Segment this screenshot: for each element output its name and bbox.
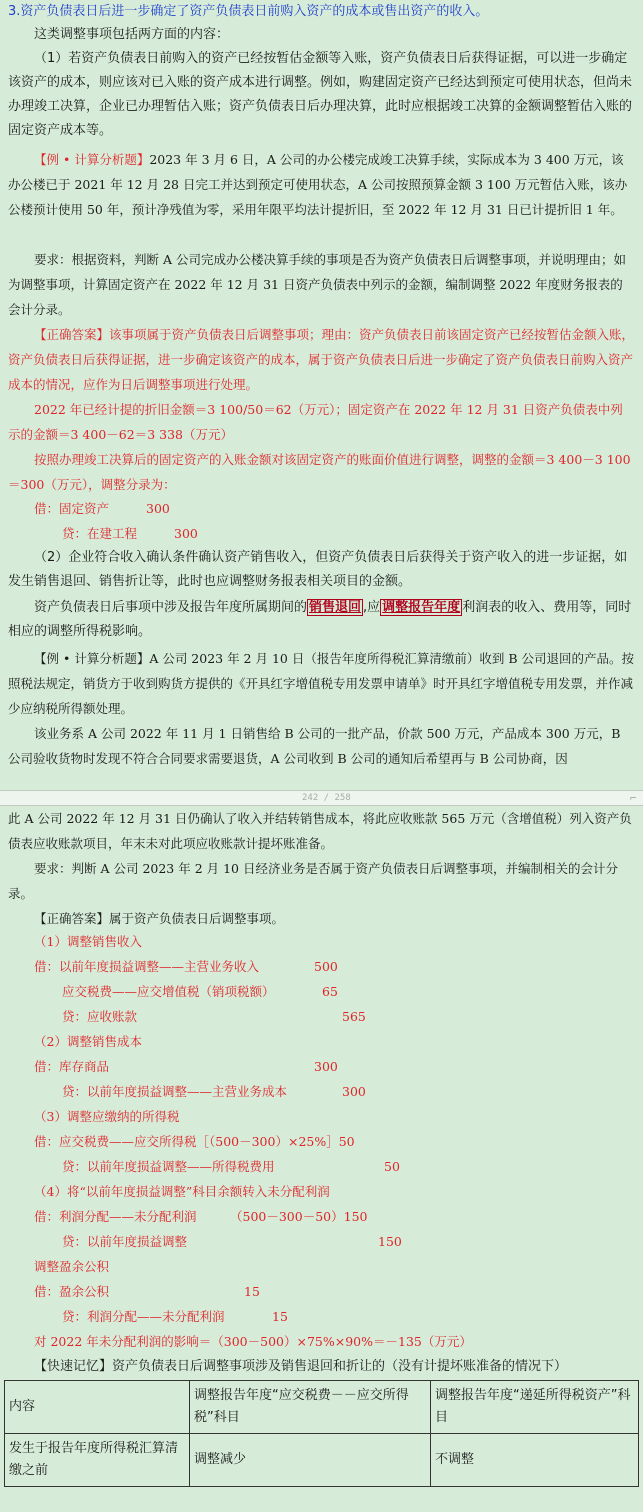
answer-2 (8, 906, 635, 931)
corner-mark-icon: ⌐ (629, 794, 637, 804)
step-2-debit: 借：库存商品 (34, 1059, 110, 1074)
step-5-debit-amount: 15 (244, 1284, 260, 1299)
step-1-debit-1: 借：以前年度损益调整——主营业务收入 (34, 959, 260, 974)
example-2-requirement: 要求：判断 A 公司 2023 年 2 月 10 日经济业务是否属于资产负债表日后调整事项，并编制相关的会计分录。 (8, 861, 618, 901)
intro-text: 这类调整事项包括两方面的内容： (34, 27, 230, 42)
step-5-debit: 借：盈余公积 (34, 1284, 110, 1299)
profit-effect: 对 2022 年未分配利润的影响＝（300－500）×75%×90%＝－135（万元） (34, 1334, 472, 1349)
step-3-debit: 借：应交税费——应交所得税［（500－300）×25%］50 (34, 1134, 355, 1149)
step-5-credit: 贷：利润分配——未分配利润 (62, 1309, 225, 1324)
table-header-cell: 内容 (5, 1381, 190, 1434)
document-page-2 (0, 806, 643, 1512)
quick-memo-table (4, 1380, 639, 1487)
table-header-cell: 调整报告年度“应交税费－－应交所得税”科目 (190, 1381, 431, 1434)
step-1-debit-2-amount: 65 (322, 984, 338, 999)
sales-return-link[interactable]: 销售退回 (309, 600, 362, 615)
table-cell: 不调整 (431, 1434, 639, 1487)
section-heading: 3.资产负债表日后进一步确定了资产负债表日前购入资产的成本或售出资产的收入。 (8, 4, 489, 19)
answer-2-body: 属于资产负债表日后调整事项。 (109, 911, 285, 926)
step-4-debit: 借：利润分配——未分配利润 (34, 1209, 197, 1224)
item-2-text: （2）企业符合收入确认条件确认资产销售收入，但资产负债表日后获得关于资产收入的进一步证据，如发生销售退回、销售折让等，此时也应调整财务报表相关项目的金额。 (8, 550, 628, 589)
table-header-row (5, 1381, 639, 1434)
step-5-credit-amount: 15 (272, 1309, 288, 1324)
step-1-title: （1）调整销售收入 (34, 934, 142, 949)
item-2b-text: 资产负债表日后事项中涉及报告年度所属期间的 销售退回 ,应 调整报告年度 利润表的收入、费用等，同时相应的调整所得税影响。 (8, 600, 632, 639)
example-1-requirement: 要求：根据资料，判断 A 公司完成办公楼决算手续的事项是否为资产负债表日后调整事项，并说明理由；如为调整事项，计算固定资产在 2022 年 12 月 31 日资产负债表中列示的金额，编制调整 2022 年度财务报表的会计分录。 (8, 252, 626, 317)
calc-1: 2022 年已经计提的折旧金额＝3 100/50＝62（万元）；固定资产在 2022 年 12 月 31 日资产负债表中列示的金额＝3 400－62＝3 338（万元） (8, 402, 623, 442)
journal-debit-amount: 300 (146, 501, 170, 516)
example-1 (8, 147, 635, 222)
step-4-title: （4）将“以前年度损益调整”科目余额转入未分配利润 (34, 1184, 330, 1199)
journal-credit-amount: 300 (174, 526, 198, 541)
step-4-credit-amount: 150 (378, 1234, 402, 1249)
table-cell: 调整减少 (190, 1434, 431, 1487)
quick-memo-title: 【快速记忆】资产负债表日后调整事项涉及销售退回和折让的（没有计提坏账准备的情况下） (34, 1359, 568, 1374)
answer-1-body: 该事项属于资产负债表日后调整事项；理由：资产负债表日前该固定资产已经按暂估金额入账，资产负债表日后获得证据，进一步确定该资产的成本，属于资产负债表日后进一步确定了资产负债表日前购入资产成本的情况，应作为日后调整事项进行处理。 (8, 327, 635, 392)
example-2-body-2: 该业务系 A 公司 2022 年 11 月 1 日销售给 B 公司的一批产品，价款 500 万元，产品成本 300 万元，B 公司验收货物时发现不符合合同要求需要退货，A 公司收到 B 公司的通知后希望再与 B 公司协商，因 (8, 726, 621, 766)
calc-2: 按照办理竣工决算后的固定资产的入账金额对该固定资产的账面价值进行调整，调整的金额＝3 400－3 100＝300（万元），调整分录为： (8, 452, 631, 492)
step-2-credit: 贷：以前年度损益调整——主营业务成本 (62, 1084, 288, 1099)
step-3-title: （3）调整应缴纳的所得税 (34, 1109, 180, 1124)
step-2-title: （2）调整销售成本 (34, 1034, 142, 1049)
step-2-debit-amount: 300 (314, 1059, 338, 1074)
step-1-credit-amount: 565 (342, 1009, 366, 1024)
step-4-debit-amount: （500－300－50）150 (230, 1209, 368, 1224)
step-5-title: 调整盈余公积 (34, 1259, 110, 1274)
example-2-continued: 此 A 公司 2022 年 12 月 31 日仍确认了收入并结转销售成本，将此应收账款 565 万元（含增值税）列入资产负债表应收账款项目，年末未对此项应收账款计提坏账准备。 (8, 811, 632, 851)
answer-1 (8, 322, 635, 397)
table-row (5, 1434, 639, 1487)
step-1-credit: 贷：应收账款 (62, 1009, 138, 1024)
answer-1-tag: 【正确答案】 (34, 327, 110, 342)
table-header-cell: 调整报告年度“递延所得税资产”科目 (431, 1381, 639, 1434)
answer-2-tag: 【正确答案】 (34, 911, 110, 926)
example-2-tag: 【例 • 计算分析题】 (34, 651, 150, 666)
step-3-credit: 贷：以前年度损益调整——所得税费用 (62, 1159, 275, 1174)
example-2-body: A 公司 2023 年 2 月 10 日（报告年度所得税汇算清缴前）收到 B 公司退回的产品。按照税法规定，销货方于收到购货方提供的《开具红字增值税专用发票申请单》时开具红字增值税专用发票，并作减少应纳税所得额处理。 (8, 651, 634, 716)
step-4-credit: 贷：以前年度损益调整 (62, 1234, 188, 1249)
step-1-debit-2: 应交税费——应交增值税（销项税额） (62, 984, 275, 999)
example-2 (8, 646, 635, 721)
example-1-body: 2023 年 3 月 6 日，A 公司的办公楼完成竣工决算手续，实际成本为 3 400 万元，该办公楼已于 2021 年 12 月 28 日完工并达到预定可使用状态，A 公司按照预算金额 3 100 万元暂估入账，该办公楼预计使用 50 年，预计净残值为零，采用年限平均法计提折旧，至 2022 年 12 月 31 日已计提折旧 1 年。 (8, 152, 628, 217)
table-cell: 发生于报告年度所得税汇算清缴之前 (5, 1434, 190, 1487)
journal-credit: 贷：在建工程 (62, 526, 138, 541)
step-1-debit-1-amount: 500 (314, 959, 338, 974)
step-3-credit-amount: 50 (384, 1159, 400, 1174)
example-1-tag: 【例 • 计算分析题】 (34, 152, 150, 167)
step-2-credit-amount: 300 (342, 1084, 366, 1099)
page-separator (0, 790, 643, 806)
journal-debit: 借：固定资产 (34, 501, 110, 516)
page-number: 242 / 258 (302, 793, 351, 803)
adjust-report-year-link[interactable]: 调整报告年度 (382, 600, 461, 615)
item-1-text: （1）若资产负债表日前购入的资产已经按暂估金额等入账，资产负债表日后获得证据，可以进一步确定该资产的成本，则应该对已入账的资产成本进行调整。例如，购建固定资产已经达到预定可使用状态，但尚未办理竣工决算，企业已办理暂估入账；资产负债表日后办理决算，此时应根据竣工决算的金额调整暂估入账的固定资产成本等。 (8, 51, 633, 138)
